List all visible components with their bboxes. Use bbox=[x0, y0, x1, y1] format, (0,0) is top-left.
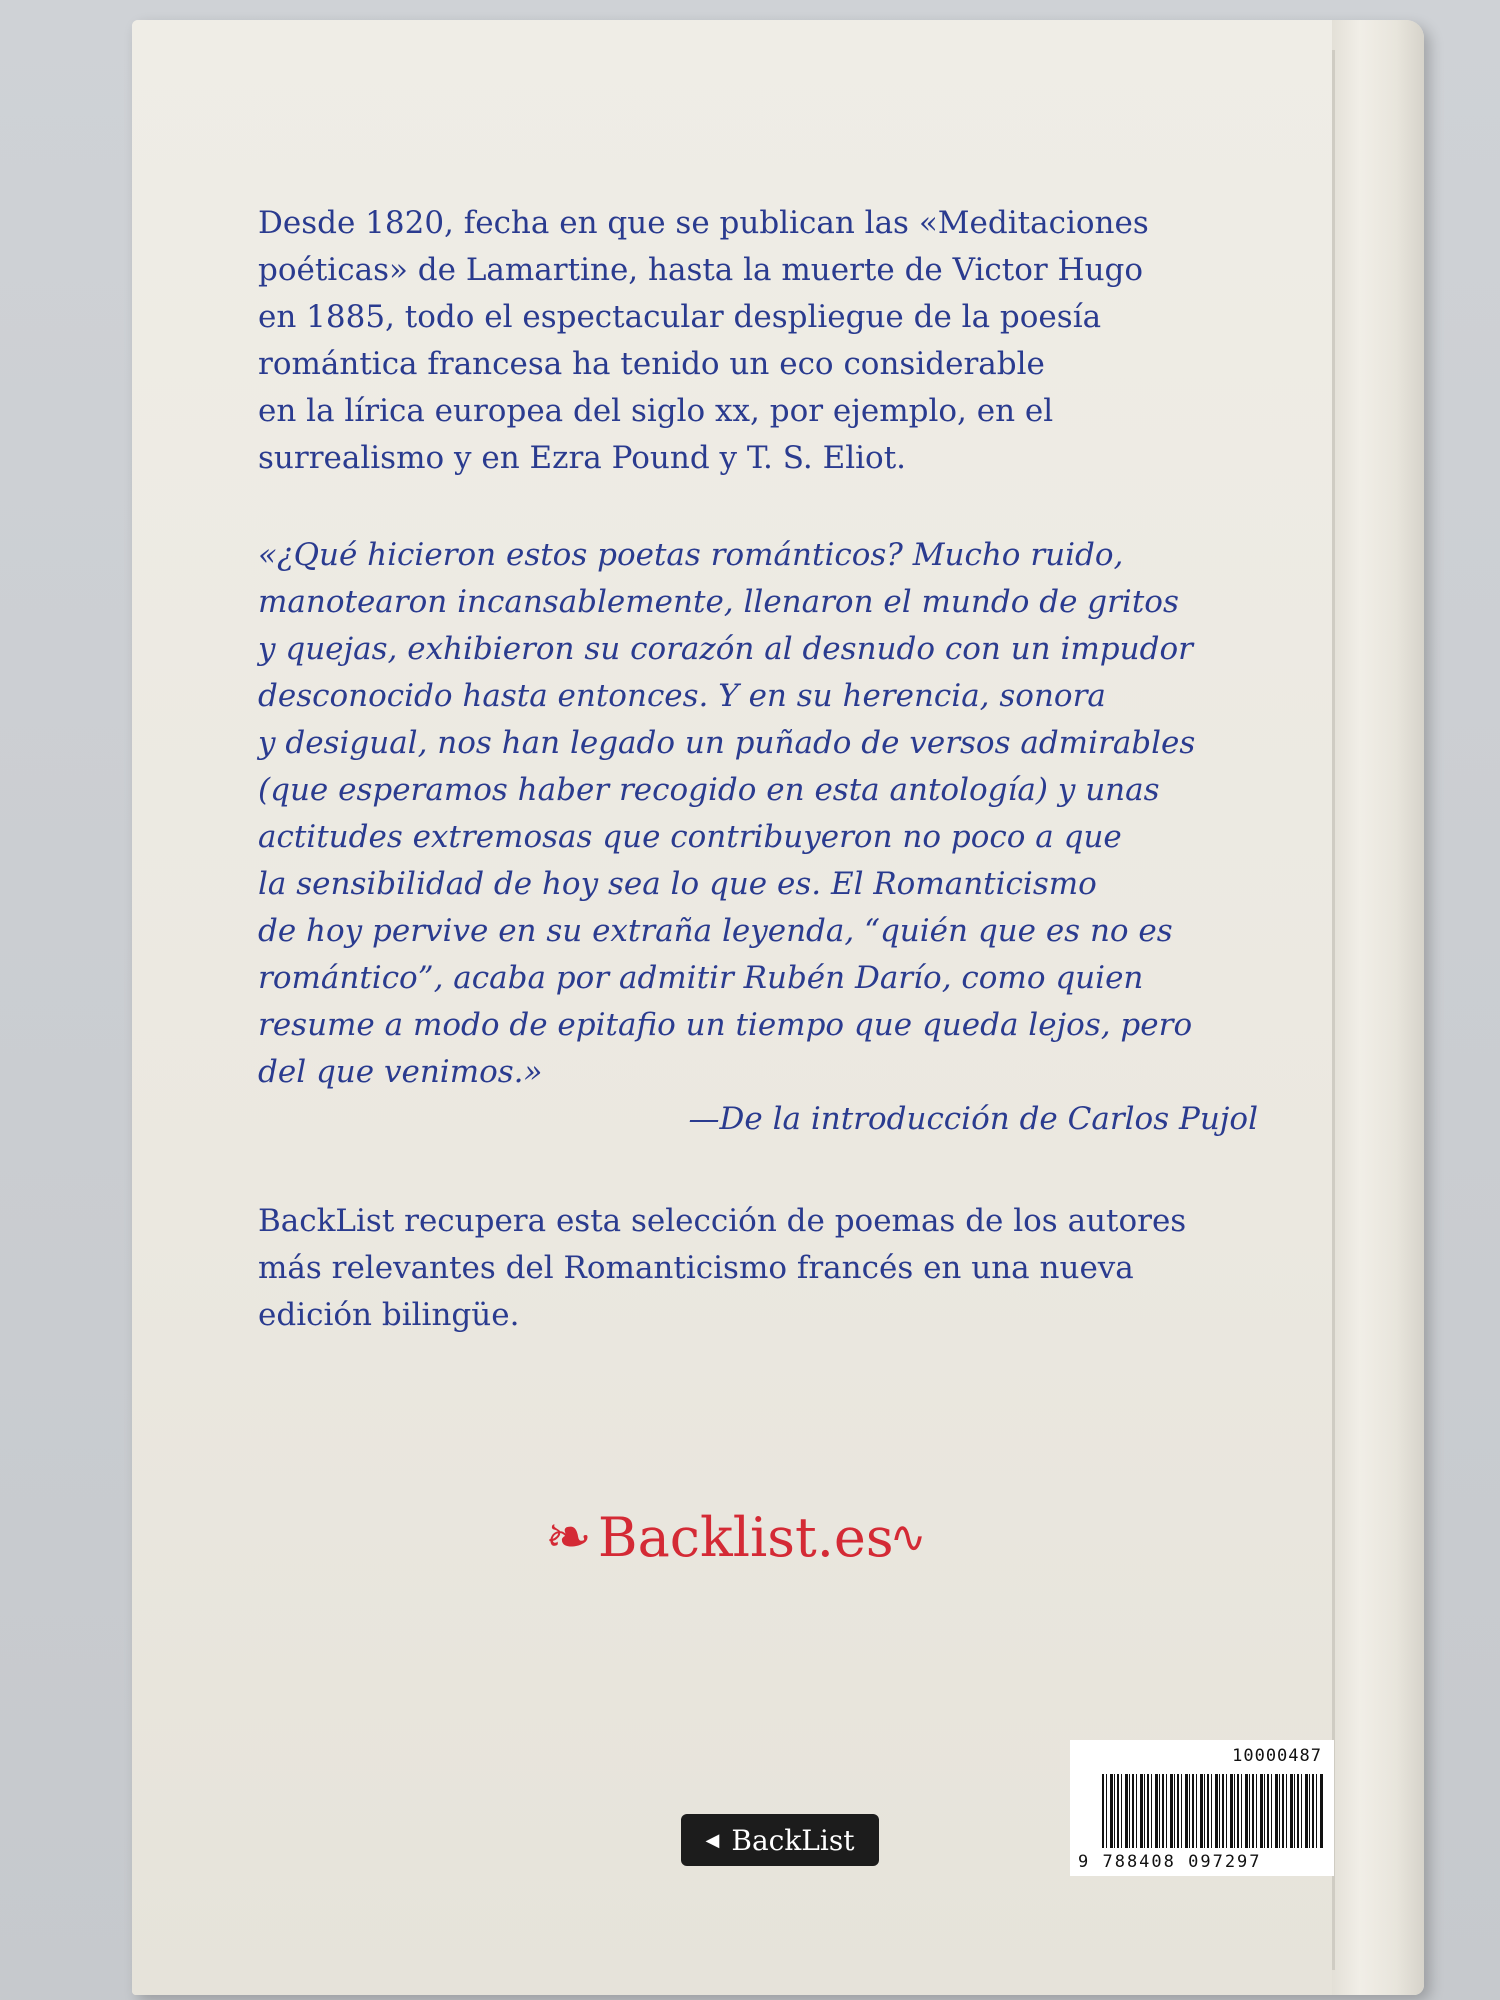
logo-tail-icon: ∿ bbox=[889, 1512, 927, 1563]
quote-paragraph bbox=[258, 532, 1288, 1143]
triangle-left-icon: ◀ bbox=[705, 1829, 720, 1851]
quote-line: «¿Qué hicieron estos poetas románticos? Mucho ruido, bbox=[258, 537, 1124, 573]
badge-label: BackList bbox=[731, 1823, 855, 1857]
barcode-bars bbox=[1102, 1774, 1324, 1848]
publisher-badge bbox=[681, 1814, 879, 1866]
logo-swash-icon: ❧ bbox=[545, 1505, 592, 1570]
quote-line: resume a modo de epitafio un tiempo que queda lejos, pero bbox=[258, 1007, 1193, 1043]
quote-line: y quejas, exhibieron su corazón al desnudo con un impudor bbox=[258, 631, 1193, 667]
quote-line: desconocido hasta entonces. Y en su herencia, sonora bbox=[258, 678, 1106, 714]
closing-line: edición bilingüe. bbox=[258, 1297, 520, 1333]
backlist-logo bbox=[545, 1505, 926, 1570]
quote-line: romántico”, acaba por admitir Rubén Darío, como quien bbox=[258, 960, 1144, 996]
intro-line: poéticas» de Lamartine, hasta la muerte de Victor Hugo bbox=[258, 252, 1144, 288]
barcode-label bbox=[1070, 1740, 1334, 1876]
intro-line: surrealismo y en Ezra Pound y T. S. Eliot. bbox=[258, 440, 907, 476]
quote-line: manotearon incansablemente, llenaron el mundo de gritos bbox=[258, 584, 1179, 620]
closing-paragraph bbox=[258, 1198, 1288, 1339]
hinge-groove bbox=[1332, 50, 1335, 1970]
quote-line: actitudes extremosas que contribuyeron no poco a que bbox=[258, 819, 1122, 855]
quote-line: de hoy pervive en su extraña leyenda, “quién que es no es bbox=[258, 913, 1173, 949]
intro-line: Desde 1820, fecha en que se publican las «Meditaciones bbox=[258, 205, 1149, 241]
closing-line: BackList recupera esta selección de poemas de los autores bbox=[258, 1203, 1187, 1239]
quote-line: y desigual, nos han legado un puñado de versos admirables bbox=[258, 725, 1196, 761]
intro-paragraph bbox=[258, 200, 1288, 482]
quote-line: la sensibilidad de hoy sea lo que es. El Romanticismo bbox=[258, 866, 1097, 902]
intro-line: romántica francesa ha tenido un eco considerable bbox=[258, 346, 1045, 382]
quote-line: (que esperamos haber recogido en esta antología) y unas bbox=[258, 772, 1160, 808]
closing-line: más relevantes del Romanticismo francés en una nueva bbox=[258, 1250, 1134, 1286]
quote-line: del que venimos.» bbox=[258, 1054, 543, 1090]
quote-attribution: —De la introducción de Carlos Pujol bbox=[688, 1101, 1258, 1137]
barcode-isbn: 9 788408 097297 bbox=[1078, 1852, 1262, 1872]
logo-text: Backlist.es bbox=[597, 1506, 894, 1569]
barcode-top-number: 10000487 bbox=[1232, 1746, 1322, 1766]
intro-line: en la lírica europea del siglo xx, por ejemplo, en el bbox=[258, 393, 1054, 429]
spine-edge bbox=[1332, 20, 1424, 1995]
intro-line: en 1885, todo el espectacular despliegue de la poesía bbox=[258, 299, 1102, 335]
